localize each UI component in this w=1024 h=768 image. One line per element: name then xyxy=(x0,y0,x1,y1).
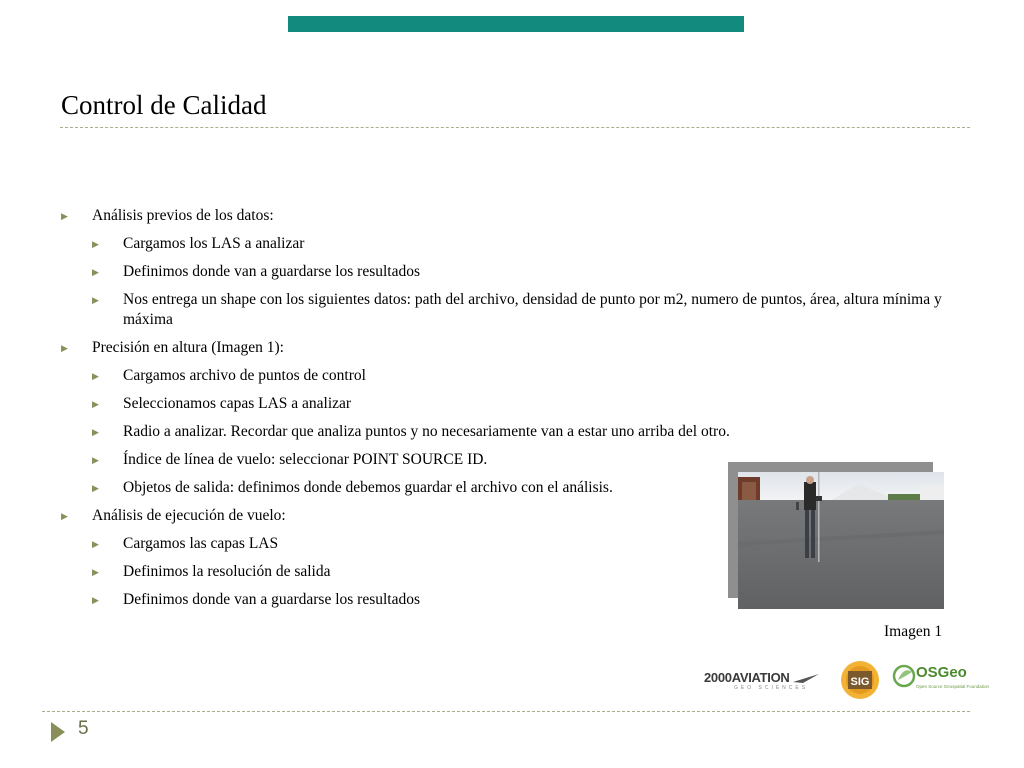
top-accent-bar xyxy=(288,16,744,32)
triangle-right-icon: ▶ xyxy=(61,511,68,521)
plane-icon xyxy=(793,674,819,684)
bullet-text: Análisis de ejecución de vuelo: xyxy=(92,507,286,524)
bullet-text: Seleccionamos capas LAS a analizar xyxy=(123,395,352,412)
field-survey-photo xyxy=(738,472,944,609)
survey-photo-illustration xyxy=(738,472,944,609)
page-number: 5 xyxy=(78,718,89,739)
bullet-text: Definimos donde van a guardarse los resultados xyxy=(123,591,421,608)
bullet-text: Índice de línea de vuelo: seleccionar POINT SOURCE ID. xyxy=(123,451,488,468)
osgeo-logo-text: OSGeo xyxy=(916,664,967,681)
triangle-right-icon: ▶ xyxy=(92,567,99,577)
bullet-item xyxy=(60,422,965,442)
bullet-item xyxy=(60,234,965,254)
partner-logos xyxy=(700,660,990,702)
bullet-text: Definimos la resolución de salida xyxy=(123,563,331,580)
triangle-right-icon: ▶ xyxy=(92,539,99,549)
triangle-right-icon: ▶ xyxy=(92,399,99,409)
bullet-item xyxy=(60,262,965,282)
image-caption: Imagen 1 xyxy=(884,623,943,640)
bullet-text: Precisión en altura (Imagen 1): xyxy=(92,339,284,356)
bullet-text: Cargamos las capas LAS xyxy=(123,535,279,552)
bullet-item xyxy=(60,338,965,358)
slide-title: Control de Calidad xyxy=(61,90,267,120)
aviation-logo-text: 2000AVIATION xyxy=(704,670,790,685)
bullet-text: Nos entrega un shape con los siguientes datos: path del archivo, densidad de punto por m2, numero de puntos, área, altura mínima y máxima xyxy=(123,291,942,328)
sig-logo xyxy=(840,660,880,700)
triangle-right-icon: ▶ xyxy=(92,371,99,381)
aviation-logo xyxy=(704,670,834,698)
bullet-text: Cargamos archivo de puntos de control xyxy=(123,367,366,384)
osgeo-leaf-icon xyxy=(892,662,916,692)
triangle-right-icon: ▶ xyxy=(92,455,99,465)
bullet-item xyxy=(60,290,965,330)
osgeo-logo-subtitle: Open Source Geospatial Foundation xyxy=(916,684,990,689)
aviation-logo-subtitle: GEO SCIENCES xyxy=(734,685,809,691)
footer-divider xyxy=(42,711,970,712)
title-divider xyxy=(60,127,970,128)
bullet-text: Definimos donde van a guardarse los resultados xyxy=(123,263,421,280)
triangle-right-icon: ▶ xyxy=(61,211,68,221)
bullet-item xyxy=(60,206,965,226)
triangle-right-icon: ▶ xyxy=(92,295,99,305)
triangle-right-icon: ▶ xyxy=(61,343,68,353)
triangle-right-icon: ▶ xyxy=(92,427,99,437)
bullet-item xyxy=(60,366,965,386)
bullet-text: Análisis previos de los datos: xyxy=(92,207,274,224)
bullet-item xyxy=(60,394,965,414)
osgeo-logo xyxy=(892,662,990,698)
bullet-text: Objetos de salida: definimos donde debemos guardar el archivo con el análisis. xyxy=(123,479,613,496)
field-photo-frame xyxy=(728,462,944,609)
bullet-text: Cargamos los LAS a analizar xyxy=(123,235,305,252)
triangle-right-icon: ▶ xyxy=(92,267,99,277)
bullet-text: Radio a analizar. Recordar que analiza puntos y no necesariamente van a estar uno arriba del otro. xyxy=(123,423,730,440)
sig-logo-icon xyxy=(840,660,880,700)
triangle-right-icon: ▶ xyxy=(92,239,99,249)
sig-logo-text: SIG xyxy=(850,676,870,688)
triangle-right-icon: ▶ xyxy=(92,483,99,493)
triangle-right-icon: ▶ xyxy=(92,595,99,605)
footer-arrow-icon xyxy=(51,722,65,742)
